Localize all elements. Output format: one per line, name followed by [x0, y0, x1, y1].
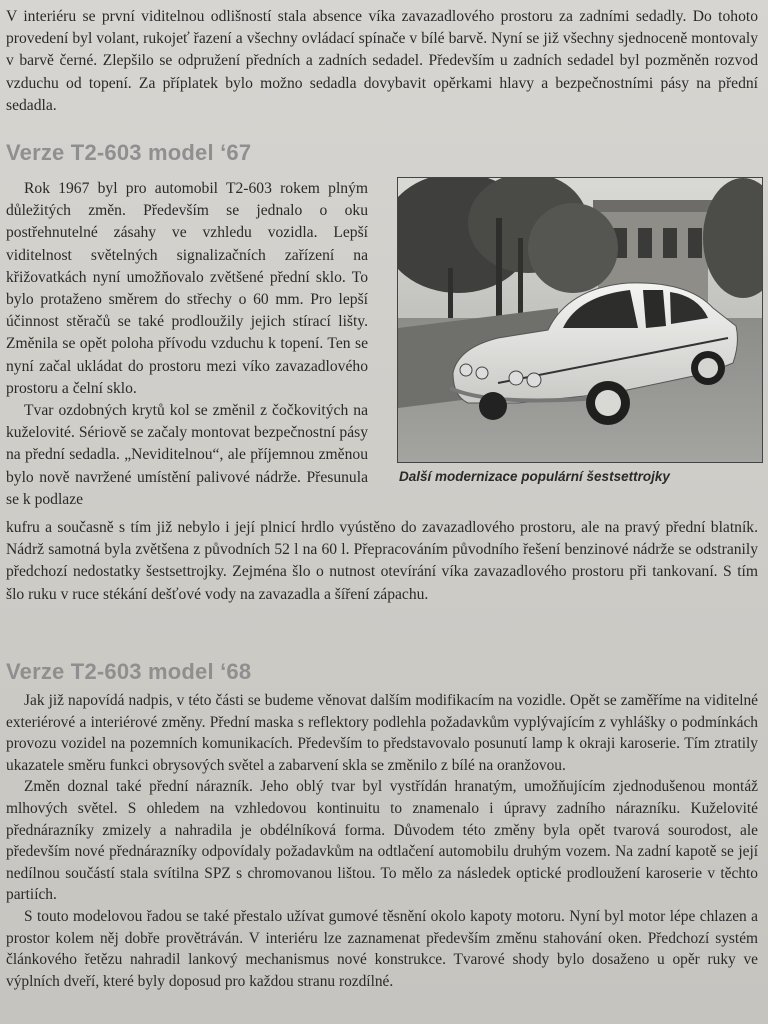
- car-photo: [397, 177, 763, 463]
- section-68-paragraph-2: Změn doznal také přední nárazník. Jeho oblý tvar byl vystřídán hranatým, umožňujícím zjednodušenou montáž mlhových světel. S ohledem na vzhledovou kontinuitu to znamenalo i úpravy zadního nárazníku. Kuželovité přednárazníky zmizely a nahradila je obdélníková forma. Důvodem této změny byla opět tvarová sourodost, ale především nové přednárazníky odpovídaly požadavkům na odtlačení automobilu druhým vozem. Na zadní kapotě se její nedílnou součástí stala svítilna SPZ s chromovanou lištou. To mělo za následek optické prodloužení karoserie v těchto partiích.: [6, 778, 758, 904]
- photo-figure: [397, 177, 763, 484]
- intro-paragraph: V interiéru se první viditelnou odlišností stala absence víka zavazadlového prostoru za zadními sedadly. Do tohoto provedení byl volant, rukojeť řazení a všechny ovládací spínače v bílé barvě. Nyní se již všechny sjednoceně montovaly v barvě černé. Zlepšilo se odpružení předních a zadních sedadel. Především u zadních sedadel byl pozměněn rozvod vzduchu od topení. Za příplatek bylo možno sedadla dovybavit opěrkami hlavy a bezpečnostními pásy na přední sedadla.: [6, 8, 758, 114]
- section-68-paragraph-1: Jak již napovídá nadpis, v této části se budeme věnovat dalším modifikacím na vozidle. Opět se zaměříme na viditelné exteriérové a interiérové změny. Přední maska s reflektory podlehla požadavkům vyplývajícím z vyhlášky o podmínkách provozu vozidel na pozemních komunikacích. Především to představovalo posunutí lamp k okraji karoserie. Tím ztratily ukazatele směru funkci obrysových světel a zabarvení skla se změnilo z bílé na oranžovou.: [6, 692, 758, 774]
- tatra-car-image: [398, 178, 763, 463]
- section-67-paragraph-1: Rok 1967 byl pro automobil T2-603 rokem plným důležitých změn. Především se jednalo o oku postřehnutelné zásahy ve vzhledu vozidla. Lepší viditelnost světelných signalizačních zařízení na křižovatkách nyní umožňovalo zvětšené přední sklo. To bylo protaženo směrem do střechy o 60 mm. Pro lepší účinnost stěračů se také prodloužily jejich stírací lišty. Změnila se opět poloha přívodu vzduchu k topení. Ten se nyní začal ukládat do prostoru mezi víko zavazadlového prostoru a čelní sklo.: [6, 180, 368, 397]
- section-67-paragraph-2-start: Tvar ozdobných krytů kol se změnil z čočkovitých na kuželovité. Sériově se začaly montovat bezpečnostní pásy na přední sedadla. „Neviditelnou“, ale příjemnou změnou bylo nově navržené umístění palivové nádrže. Přesunula se k podlaze: [6, 402, 368, 508]
- heading-model-68: Verze T2-603 model ‘68: [6, 659, 252, 684]
- section-67-paragraph-2-end: kufru a současně s tím již nebylo i její plnicí hrdlo vyústěno do zavazadlového prostoru, ale na pravý přední blatník. Nádrž samotná byla zvětšena z původních 52 l na 60 l. Přepracováním původního řešení benzinové nádrže se odstranily předchozí nedostatky šestsettrojky. Zejména šlo o nutnost otevírání víka zavazadlového prostoru při tankovaní. S tím šlo ruku v ruce stékání dešťové vody na zavazadla a šíření zápachu.: [6, 519, 758, 603]
- heading-model-67: Verze T2-603 model ‘67: [6, 140, 252, 165]
- section-67-column: [6, 178, 368, 511]
- photo-caption: Další modernizace populární šestsettrojky: [399, 469, 670, 484]
- section-68-body: [6, 690, 758, 992]
- section-68-paragraph-3: S touto modelovou řadou se také přestalo užívat gumové těsnění okolo kapoty motoru. Nyní byl motor lépe chlazen a prostor kolem něj dobře provětráván. V interiéru lze zaznamenat především změnu stahování oken. Předchozí systém článkového řetězu nahradil lankový mechanismus nové konstrukce. Tvarové shody bylo dosaženo u opěr ruky ve výplních dveří, které byly doposud pro každou stranu rozdílné.: [6, 907, 758, 990]
- section-67-continuation: [6, 517, 758, 606]
- intro-block: [6, 6, 758, 117]
